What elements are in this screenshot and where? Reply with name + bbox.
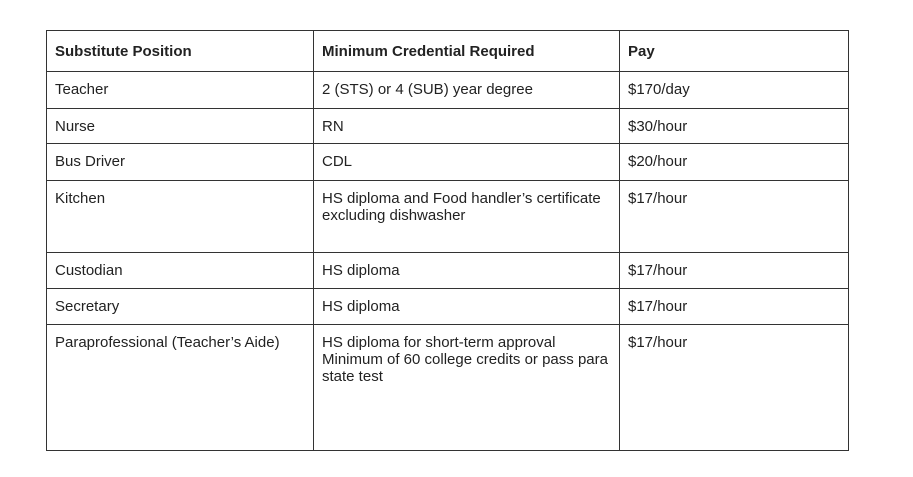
table-row bbox=[47, 325, 849, 451]
cell-position: Custodian bbox=[47, 253, 314, 289]
header-row bbox=[47, 31, 849, 72]
table-row bbox=[47, 253, 849, 289]
cell-credential: HS diploma bbox=[314, 253, 620, 289]
cell-position: Bus Driver bbox=[47, 144, 314, 181]
header-position: Substitute Position bbox=[47, 31, 314, 72]
cell-position: Kitchen bbox=[47, 181, 314, 253]
table-row bbox=[47, 109, 849, 144]
header-pay: Pay bbox=[620, 31, 849, 72]
cell-position: Teacher bbox=[47, 72, 314, 109]
cell-pay: $20/hour bbox=[620, 144, 849, 181]
cell-credential bbox=[314, 325, 620, 451]
table-row bbox=[47, 181, 849, 253]
credential-line: Minimum of 60 college credits or pass para state test bbox=[322, 351, 608, 385]
cell-credential: RN bbox=[314, 109, 620, 144]
cell-pay: $30/hour bbox=[620, 109, 849, 144]
cell-pay: $17/hour bbox=[620, 253, 849, 289]
credential-line: HS diploma for short-term approval bbox=[322, 334, 556, 351]
cell-pay: $170/day bbox=[620, 72, 849, 109]
cell-pay: $17/hour bbox=[620, 325, 849, 451]
table-row bbox=[47, 144, 849, 181]
cell-position: Paraprofessional (Teacher’s Aide) bbox=[47, 325, 314, 451]
substitute-pay-table bbox=[46, 30, 849, 451]
cell-pay: $17/hour bbox=[620, 181, 849, 253]
cell-credential: CDL bbox=[314, 144, 620, 181]
cell-credential: 2 (STS) or 4 (SUB) year degree bbox=[314, 72, 620, 109]
cell-position: Nurse bbox=[47, 109, 314, 144]
cell-credential: HS diploma and Food handler’s certificate excluding dishwasher bbox=[314, 181, 620, 253]
table-row bbox=[47, 289, 849, 325]
cell-pay: $17/hour bbox=[620, 289, 849, 325]
table-row bbox=[47, 72, 849, 109]
cell-position: Secretary bbox=[47, 289, 314, 325]
cell-credential: HS diploma bbox=[314, 289, 620, 325]
header-credential: Minimum Credential Required bbox=[314, 31, 620, 72]
